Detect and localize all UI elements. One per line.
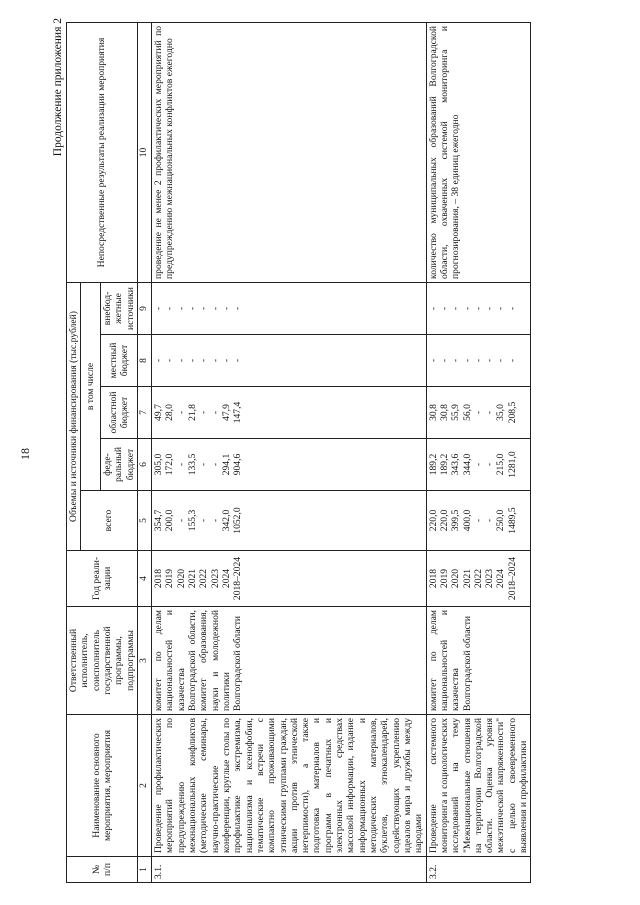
year-value: 2022 bbox=[472, 568, 484, 589]
total-value: - bbox=[175, 518, 187, 523]
col-number: 7 bbox=[137, 387, 151, 439]
extra-value: - bbox=[461, 306, 473, 311]
row-number: 3.2. bbox=[426, 857, 531, 883]
header-regional: областной бюджет bbox=[100, 387, 137, 439]
regional-values bbox=[426, 387, 531, 439]
extra-value: - bbox=[153, 306, 165, 311]
regional-value: 47,9 bbox=[220, 404, 232, 421]
total-value: 155,3 bbox=[187, 509, 199, 532]
appendix-title: Продолжение приложения 2 bbox=[52, 18, 64, 157]
local-value: - bbox=[427, 358, 439, 363]
header-name: Наименование основного мероприятия, мероприятия bbox=[67, 715, 138, 857]
local-value: - bbox=[461, 358, 473, 363]
regional-value: 30,8 bbox=[438, 404, 450, 421]
col-number: 2 bbox=[137, 715, 151, 857]
header-extra: внебюд-жетные источники bbox=[100, 282, 137, 334]
federal-value: 343,6 bbox=[450, 453, 462, 476]
year-value: 2020 bbox=[450, 568, 462, 589]
federal-value: - bbox=[484, 462, 496, 467]
regional-value: 55,9 bbox=[450, 404, 462, 421]
year-value: 2023 bbox=[209, 568, 221, 589]
year-value: 2021 bbox=[461, 568, 473, 589]
total-value: 250,0 bbox=[495, 509, 507, 532]
regional-value: 30,8 bbox=[427, 404, 439, 421]
header-num: № п/п bbox=[67, 857, 138, 883]
year-value: 2018–2024 bbox=[506, 556, 518, 601]
activity-name: Проведение системного мониторинга и социологических исследований на тему "Межнациональные отношения на территории Волгоградской области. Оценка уровня межэтнической напряженности" с целью своевременного выявления и профилактики bbox=[426, 715, 531, 857]
federal-value: 189,2 bbox=[427, 453, 439, 476]
total-value: 220,0 bbox=[438, 509, 450, 532]
local-value: - bbox=[506, 358, 518, 363]
total-value: 220,0 bbox=[427, 509, 439, 532]
year-value: 2019 bbox=[164, 568, 176, 589]
header-executor: Ответственный исполнитель, соисполнитель государственной программы, подпрограммы bbox=[67, 607, 138, 715]
total-value: 342,0 bbox=[220, 509, 232, 532]
regional-value: - bbox=[198, 410, 210, 415]
table-row bbox=[426, 22, 531, 882]
total-value: 354,7 bbox=[153, 509, 165, 532]
result: количество муниципальных образований Волгоградской области, охваченных системой мониторинга и прогнозирования, – 38 единиц ежегодно bbox=[426, 22, 531, 282]
col-number: 10 bbox=[137, 22, 151, 282]
federal-value: 215,0 bbox=[495, 453, 507, 476]
total-values bbox=[152, 491, 427, 551]
table-row bbox=[152, 22, 427, 882]
regional-value: 56,0 bbox=[461, 404, 473, 421]
local-values bbox=[152, 335, 427, 387]
regional-value: 147,4 bbox=[232, 401, 244, 424]
year-value: 2018 bbox=[153, 568, 165, 589]
col-number: 4 bbox=[137, 551, 151, 607]
years-list bbox=[152, 551, 427, 607]
col-number: 3 bbox=[137, 607, 151, 715]
executor: комитет по делам национальностей и казачества Волгоградской области, комитет образования, науки и молодежной политики Волгоградской области bbox=[152, 607, 427, 715]
federal-value: - bbox=[198, 462, 210, 467]
regional-value: - bbox=[484, 410, 496, 415]
regional-value: 208,5 bbox=[506, 401, 518, 424]
extra-value: - bbox=[209, 306, 221, 311]
year-value: 2020 bbox=[175, 568, 187, 589]
header-federal: феде-ральный бюджет bbox=[100, 439, 137, 491]
local-value: - bbox=[484, 358, 496, 363]
activity-name: Проведение профилактических мероприятий по предупреждению межнациональных конфликтов (методические семинары, научно-практические конференции, круглые столы по профилактике экстремизма, национализма и ксенофобии, тематические встречи с компактно проживающими этническими группами граждан, акции против этнической нетерпимости), а также подготовка материалов и программ в печатных и электронных средствах массовой информации, издание информационных и методических материалов, буклетов, этнокалендарей, содействующих укреплению идеалов мира и дружбы между народами bbox=[152, 715, 427, 857]
extra-values bbox=[152, 282, 427, 334]
regional-value: 21,8 bbox=[187, 404, 199, 421]
federal-value: 1281,0 bbox=[506, 451, 518, 478]
extra-value: - bbox=[427, 306, 439, 311]
local-value: - bbox=[187, 358, 199, 363]
regional-value: - bbox=[472, 410, 484, 415]
regional-values bbox=[152, 387, 427, 439]
year-value: 2018 bbox=[427, 568, 439, 589]
total-value: 200,0 bbox=[164, 509, 176, 532]
total-value: 1052,0 bbox=[232, 507, 244, 534]
total-value: - bbox=[472, 518, 484, 523]
federal-value: 904,6 bbox=[232, 453, 244, 476]
extra-value: - bbox=[506, 306, 518, 311]
federal-value: 344,0 bbox=[461, 453, 473, 476]
federal-values bbox=[426, 439, 531, 491]
col-number: 9 bbox=[137, 282, 151, 334]
extra-value: - bbox=[164, 306, 176, 311]
row-number: 3.1. bbox=[152, 857, 427, 883]
regional-value: 28,0 bbox=[164, 404, 176, 421]
total-value: 400,0 bbox=[461, 509, 473, 532]
local-value: - bbox=[232, 358, 244, 363]
extra-value: - bbox=[232, 306, 244, 311]
page-number: 18 bbox=[18, 448, 32, 460]
federal-value: - bbox=[472, 462, 484, 467]
regional-value: 35,0 bbox=[495, 404, 507, 421]
header-in-that: в том числе bbox=[81, 282, 101, 490]
extra-value: - bbox=[438, 306, 450, 311]
year-value: 2024 bbox=[495, 568, 507, 589]
local-values bbox=[426, 335, 531, 387]
local-value: - bbox=[220, 358, 232, 363]
year-value: 2018–2024 bbox=[232, 556, 244, 601]
extra-value: - bbox=[495, 306, 507, 311]
federal-values bbox=[152, 439, 427, 491]
extra-value: - bbox=[220, 306, 232, 311]
local-value: - bbox=[175, 358, 187, 363]
total-value: 1489,5 bbox=[506, 507, 518, 534]
executor: комитет по делам национальностей и казачества Волгоградской области bbox=[426, 607, 531, 715]
extra-value: - bbox=[450, 306, 462, 311]
federal-value: 294,1 bbox=[220, 453, 232, 476]
header-local: местный бюджет bbox=[100, 335, 137, 387]
local-value: - bbox=[153, 358, 165, 363]
header-funding: Объемы и источники финансирования (тыс.рублей) bbox=[67, 282, 81, 550]
federal-value: - bbox=[175, 462, 187, 467]
local-value: - bbox=[438, 358, 450, 363]
federal-value: 189,2 bbox=[438, 453, 450, 476]
year-value: 2021 bbox=[187, 568, 199, 589]
total-value: - bbox=[198, 518, 210, 523]
extra-values bbox=[426, 282, 531, 334]
years-list bbox=[426, 551, 531, 607]
federal-value: - bbox=[209, 462, 221, 467]
result: проведение не менее 2 профилактических мероприятий по предупреждению межнациональных конфликтов ежегодно bbox=[152, 22, 427, 282]
header-result: Непосредственные результаты реализации мероприятия bbox=[67, 22, 138, 282]
column-number-row bbox=[137, 22, 151, 882]
regional-value: - bbox=[209, 410, 221, 415]
regional-value: - bbox=[175, 410, 187, 415]
total-value: - bbox=[484, 518, 496, 523]
header-total: всего bbox=[81, 491, 138, 551]
col-number: 1 bbox=[137, 857, 151, 883]
local-value: - bbox=[495, 358, 507, 363]
col-number: 8 bbox=[137, 335, 151, 387]
local-value: - bbox=[198, 358, 210, 363]
total-values bbox=[426, 491, 531, 551]
total-value: 399,5 bbox=[450, 509, 462, 532]
header-year: Год реали-зации bbox=[67, 551, 138, 607]
year-value: 2019 bbox=[438, 568, 450, 589]
federal-value: 172,0 bbox=[164, 453, 176, 476]
year-value: 2023 bbox=[484, 568, 496, 589]
total-value: - bbox=[209, 518, 221, 523]
regional-value: 49,7 bbox=[153, 404, 165, 421]
federal-value: 133,5 bbox=[187, 453, 199, 476]
year-value: 2022 bbox=[198, 568, 210, 589]
col-number: 6 bbox=[137, 439, 151, 491]
extra-value: - bbox=[175, 306, 187, 311]
year-value: 2024 bbox=[220, 568, 232, 589]
extra-value: - bbox=[484, 306, 496, 311]
local-value: - bbox=[209, 358, 221, 363]
extra-value: - bbox=[472, 306, 484, 311]
extra-value: - bbox=[187, 306, 199, 311]
local-value: - bbox=[472, 358, 484, 363]
col-number: 5 bbox=[137, 491, 151, 551]
federal-value: 305,0 bbox=[153, 453, 165, 476]
program-table bbox=[66, 22, 531, 883]
extra-value: - bbox=[198, 306, 210, 311]
local-value: - bbox=[164, 358, 176, 363]
local-value: - bbox=[450, 358, 462, 363]
